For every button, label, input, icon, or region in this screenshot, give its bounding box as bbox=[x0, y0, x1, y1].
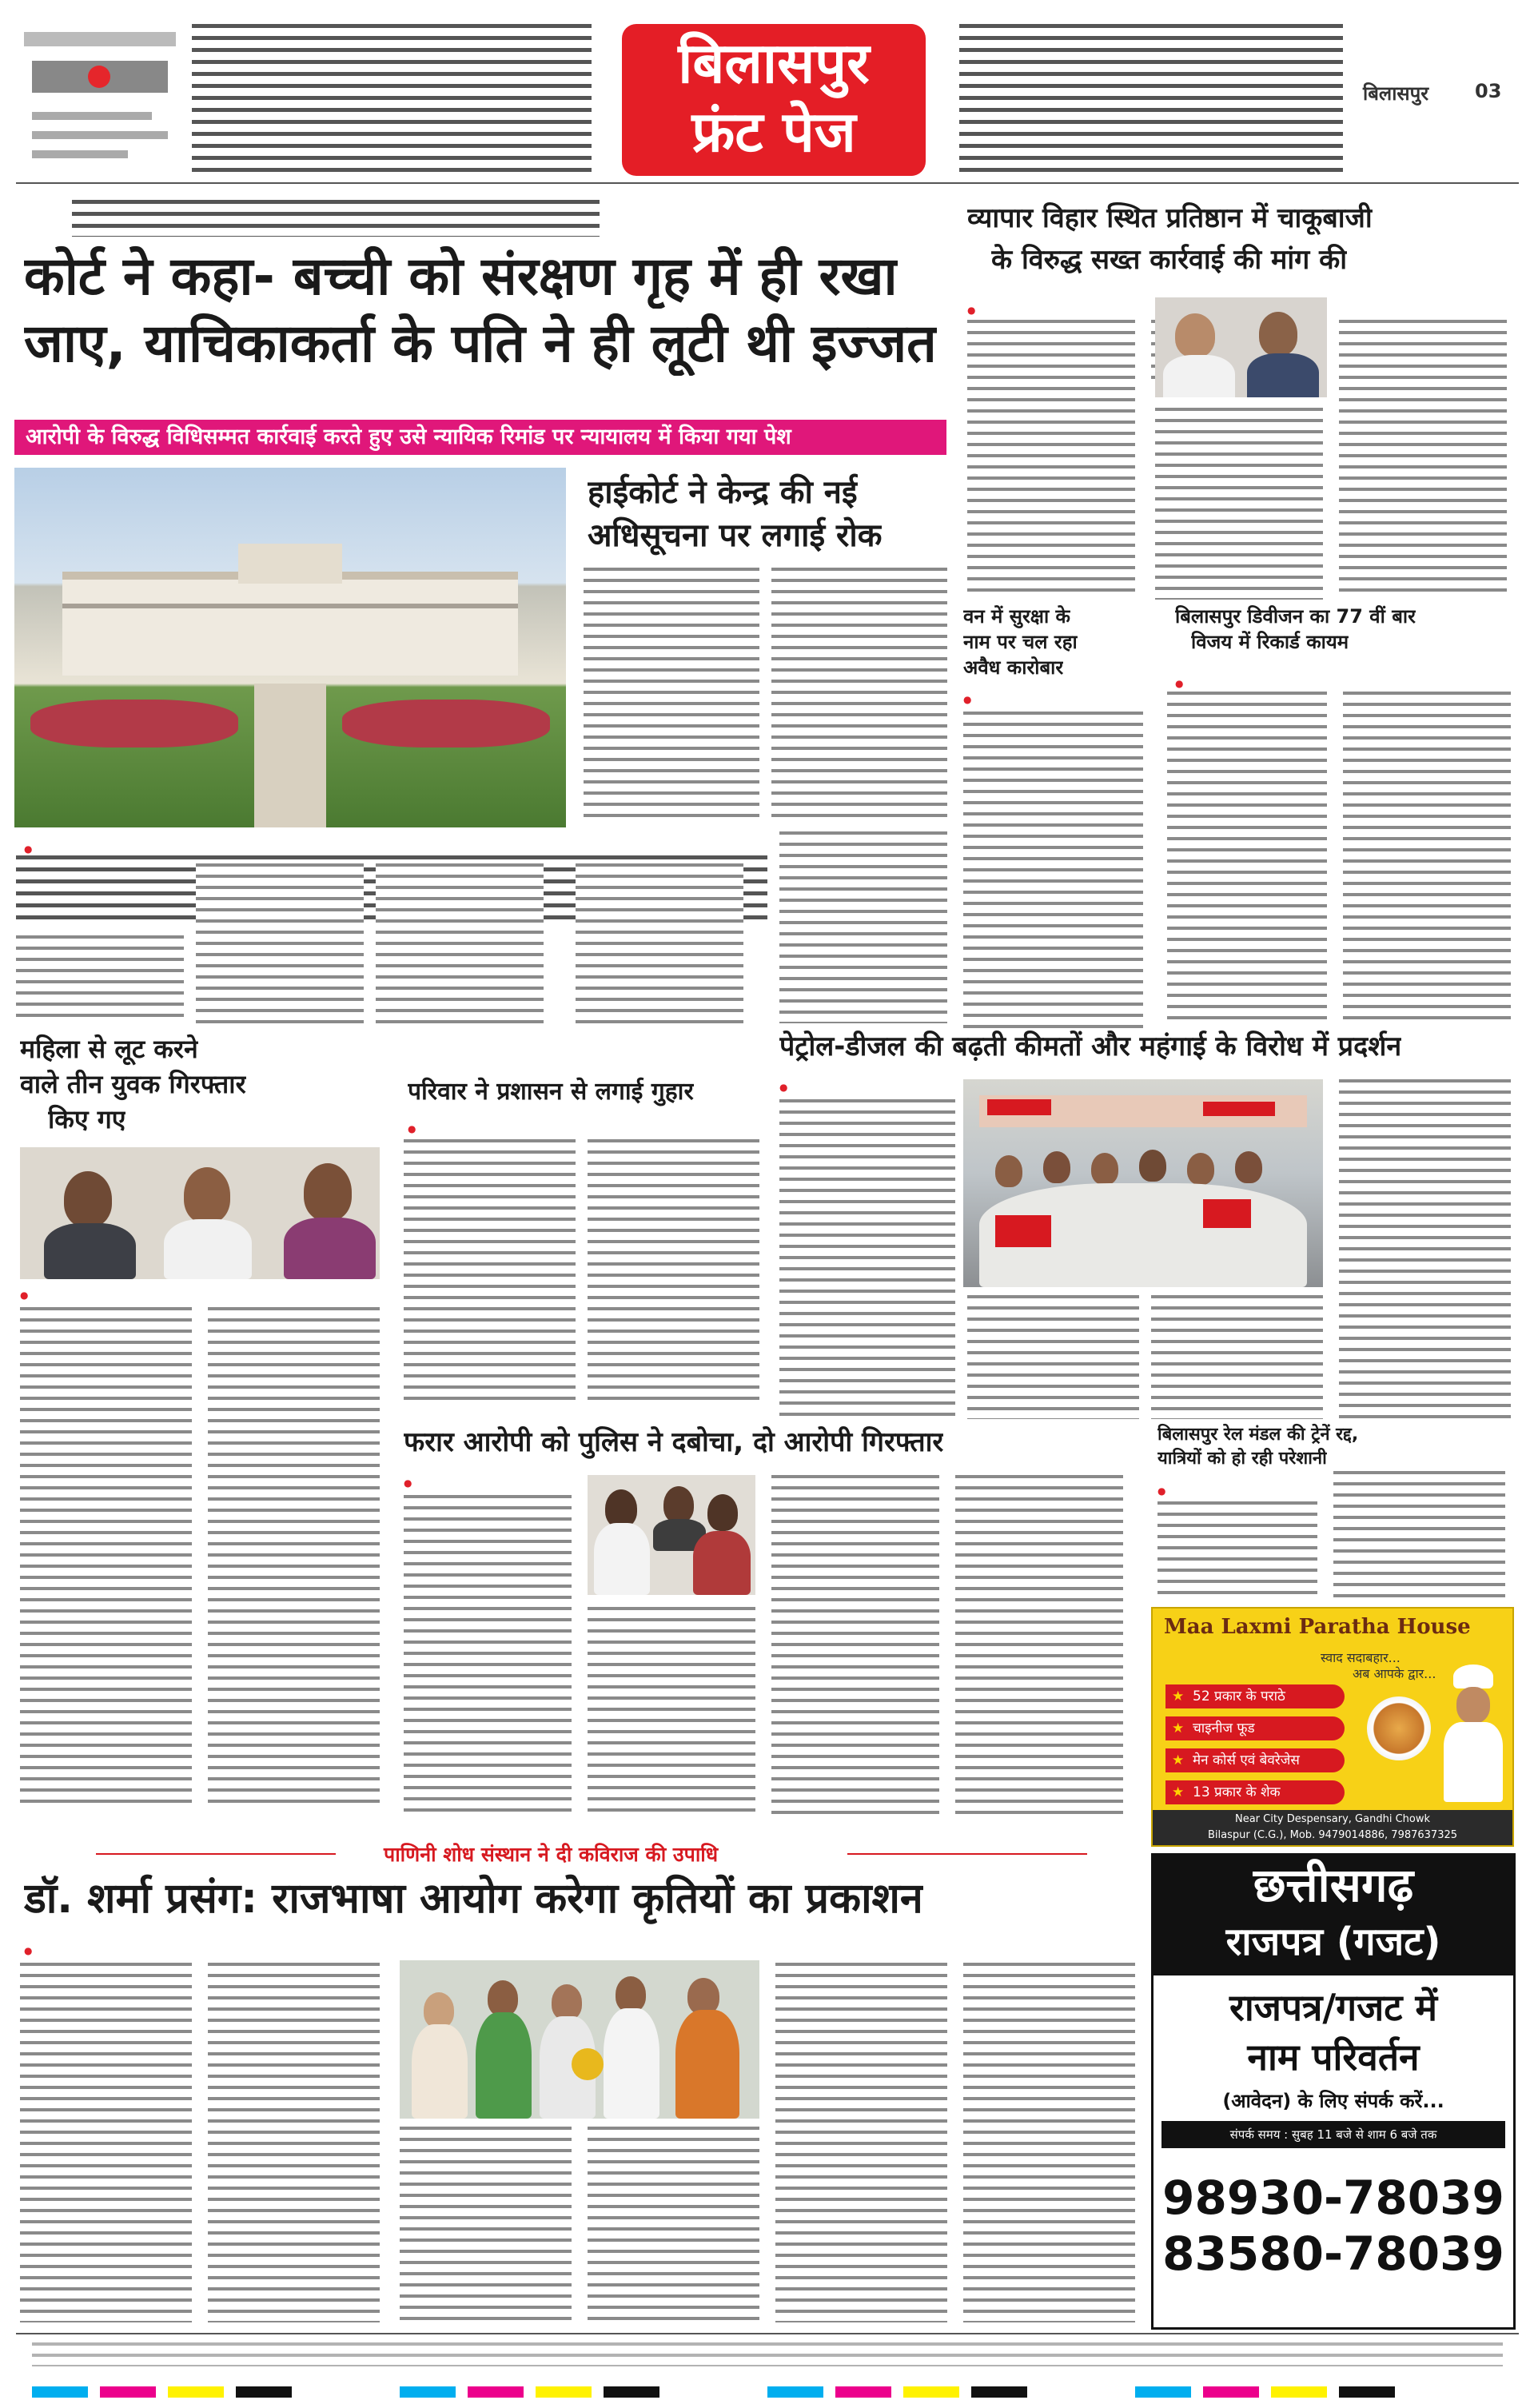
feature-story bbox=[0, 1839, 1143, 2334]
ad-paratha-house: Maa Laxmi Paratha House स्वाद सदाबहार... अब आपके द्वार... ★ 52 प्रकार के पराठे ★ चाइनीज फूड ★ मेन कोर्स एवं बेवरेजेस ★ 13 प्रकार के शेक Near City Despensary, Gandhi Chowk Bilaspur (C.G.), Mob. 9479014886, 7987637325 bbox=[1151, 1607, 1514, 1847]
gazette-header: छत्तीसगढ़ राजपत्र (गजट) bbox=[1153, 1856, 1513, 1975]
right-brief-1: वन में सुरक्षा के नाम पर चल रहा अवैध कारोबार ● bbox=[963, 604, 1147, 1051]
imprint-line bbox=[32, 2342, 1503, 2366]
ad-gazette: छत्तीसगढ़ राजपत्र (गजट) राजपत्र/गजट में नाम परिवर्तन (आवेदन) के लिए संपर्क करें... संपर्क समय : सुबह 11 बजे से शाम 6 बजे तक 98930-78039 83580-78039 bbox=[1151, 1853, 1516, 2330]
gazette-phone-1: 98930-78039 bbox=[1162, 2171, 1504, 2225]
ad-paratha-title: Maa Laxmi Paratha House bbox=[1164, 1615, 1471, 1639]
protest-photo bbox=[963, 1079, 1323, 1287]
banner-title-line1: बिलासपुर bbox=[678, 30, 870, 96]
ad-address-band: Near City Despensary, Gandhi Chowk Bilaspur (C.G.), Mob. 9479014886, 7987637325 bbox=[1153, 1810, 1512, 1845]
food-plate-icon bbox=[1367, 1696, 1431, 1760]
masthead bbox=[0, 0, 1534, 184]
right-brief-2: बिलासपुर डिवीजन का 77 वीं बार विजय में रिकार्ड कायम ● bbox=[1167, 604, 1519, 1051]
arrest-story: फरार आरोपी को पुलिस ने दबोचा, दो आरोपी गिरफ्तार ● bbox=[392, 1415, 1143, 1831]
page-label: बिलासपुर bbox=[1363, 82, 1429, 105]
high-court-photo bbox=[14, 468, 566, 827]
lead-subhead: आरोपी के विरुद्ध विधिसम्मत कार्रवाई करते हुए उसे न्यायिक रिमांड पर न्यायालय में किया गया पेश bbox=[14, 420, 946, 455]
lead-story bbox=[0, 192, 959, 1023]
accused-photo bbox=[20, 1147, 380, 1279]
gazette-timing-band: संपर्क समय : सुबह 11 बजे से शाम 6 बजे तक bbox=[1161, 2121, 1505, 2148]
section-banner bbox=[622, 24, 926, 176]
side-headline-line1: हाईकोर्ट ने केन्द्र की नई bbox=[588, 474, 858, 511]
banner-title-line2: फ्रंट पेज bbox=[691, 99, 856, 165]
masthead-briefs-left bbox=[192, 24, 592, 176]
color-registration-bar bbox=[0, 2386, 1534, 2401]
top-right-headline-line1: व्यापार विहार स्थित प्रतिष्ठान में चाकूबाजी bbox=[967, 202, 1373, 234]
family-story: परिवार ने प्रशासन से लगाई गुहार ● bbox=[392, 1023, 767, 1407]
side-headline-line2: अधिसूचना पर लगाई रोक bbox=[588, 517, 883, 554]
lead-headline-line1: कोर्ट ने कहा- बच्ची को संरक्षण गृह में ही रखा bbox=[24, 245, 898, 307]
feature-headline: डॉ. शर्मा प्रसंग: राजभाषा आयोग करेगा कृतियों का प्रकाशन bbox=[24, 1875, 923, 1923]
protest-story: पेट्रोल-डीजल की बढ़ती कीमतों और महंगाई के विरोध में प्रदर्शन ● bbox=[771, 1019, 1519, 1427]
ad-item-1: ★ 52 प्रकार के पराठे bbox=[1165, 1684, 1345, 1708]
top-right-headline-line2: के विरुद्ध सख्त कार्रवाई की मांग की bbox=[991, 244, 1348, 276]
arrested-men-photo bbox=[588, 1475, 755, 1595]
award-ceremony-photo bbox=[400, 1960, 759, 2119]
feature-kicker: पाणिनी शोध संस्थान ने दी कविराज की उपाधि bbox=[384, 1843, 719, 1866]
top-right-story bbox=[959, 192, 1519, 608]
lead-byline bbox=[24, 841, 37, 855]
lead-headline-line2: जाए, याचिकाकर्ता के पति ने ही लूटी थी इज्जत bbox=[24, 313, 937, 374]
masthead-briefs-right bbox=[959, 24, 1343, 176]
top-right-photo bbox=[1155, 297, 1327, 397]
page-number: 03 bbox=[1475, 80, 1502, 102]
chef-figure bbox=[1440, 1664, 1504, 1804]
theft-story: महिला से लूट करने वाले तीन युवक गिरफ्तार किए गए ● bbox=[0, 1023, 392, 1823]
newspaper-logo bbox=[24, 32, 176, 160]
right-brief-3: बिलासपुर रेल मंडल की ट्रेनें रद्द, यात्रियों को हो रही परेशानी ● bbox=[1151, 1415, 1519, 1607]
gazette-phone-2: 83580-78039 bbox=[1162, 2227, 1504, 2281]
ad-item-2: ★ चाइनीज फूड bbox=[1165, 1716, 1345, 1740]
ad-item-4: ★ 13 प्रकार के शेक bbox=[1165, 1780, 1345, 1804]
ad-item-3: ★ मेन कोर्स एवं बेवरेजेस bbox=[1165, 1748, 1345, 1772]
